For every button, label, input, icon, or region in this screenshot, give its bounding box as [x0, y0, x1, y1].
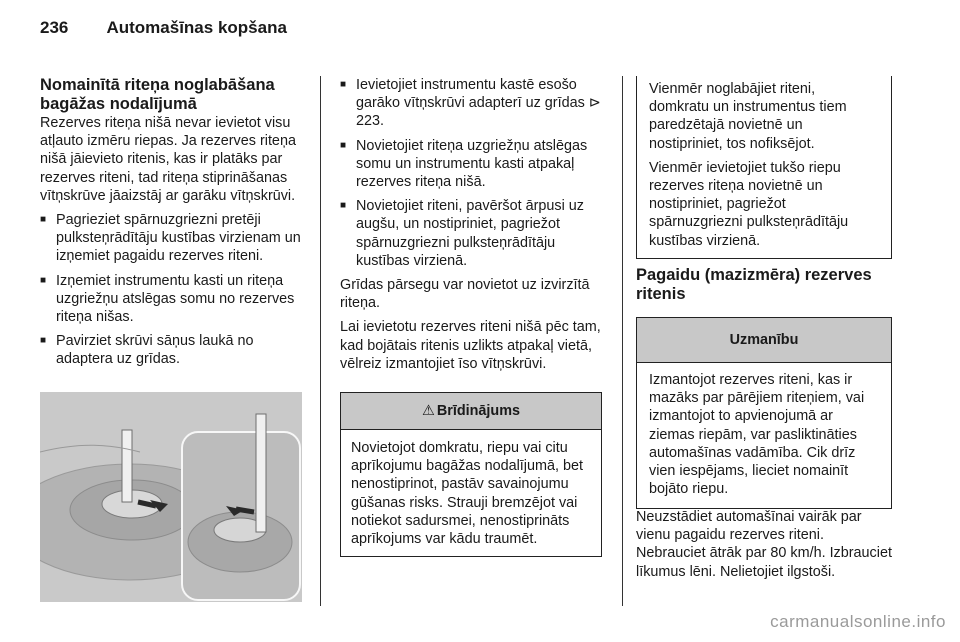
section-heading-line: Pagaidu (mazizmēra) rezerves	[636, 266, 872, 284]
caution-box	[636, 317, 892, 509]
section-heading-temporary-spare	[636, 266, 892, 304]
warning-box-header	[341, 393, 601, 430]
watermark: carmanualsonline.info	[770, 612, 946, 631]
notice-paragraph: Vienmēr ievietojiet tukšo riepu rezerves riteņa novietnē un nostipriniet, pagriežot spārnuzgriezni pulksteņrādītāju kustības virzienā.	[649, 159, 849, 249]
page-header	[40, 18, 287, 38]
list-item: ■ Pagrieziet spārnuzgriezni pretēji pulksteņrādītāju kustības virzienam un izņemiet pagaidu rezerves riteni.	[40, 211, 304, 266]
section-heading-line: ritenis	[636, 285, 686, 303]
closing-paragraph: Neuzstādiet automašīnai vairāk par vienu pagaidu rezerves riteni. Nebrauciet ātrāk par 80 km/h. Izbrauciet līkumus lēni. Nelietojiet ilgstoši.	[636, 509, 892, 580]
bullet-list	[40, 211, 304, 369]
column-divider	[320, 76, 321, 606]
warning-icon: ⚠	[421, 403, 435, 419]
paragraph: Lai ievietotu rezerves riteni nišā pēc tam, kad bojātais ritenis uzlikts atpakaļ vietā, vēlreiz izmantojiet īso vītņskrūvi.	[340, 319, 601, 372]
list-item: ■ Novietojiet riteņa uzgriežņu atslēgas somu un instrumentu kasti atpakaļ rezerves riteņa nišā.	[340, 137, 602, 192]
caution-box-header: Uzmanību	[637, 318, 891, 363]
illustration-drawing	[40, 392, 302, 602]
section-heading-line: bagāžas nodalījumā	[40, 95, 197, 113]
bullet-list	[340, 76, 602, 270]
column-2	[340, 76, 602, 379]
warning-box	[340, 392, 602, 557]
intro-paragraph: Rezerves riteņa nišā nevar ievietot visu atļauto izmēru riepas. Ja rezerves riteņa nišā jāievieto ritenis, kas ir platāks par rezerves riteni, tad riteņa stiprināšanas vītņskrūve jāaizstāj ar garāku vītņskrūvi.	[40, 115, 296, 204]
page-title: Automašīnas kopšana	[106, 18, 287, 37]
notice-box	[636, 76, 892, 259]
notice-paragraph: Vienmēr noglabājiet riteni, domkratu un instrumentus tiem paredzētajā novietnē un nostipriniet, tos nofiksējot.	[649, 81, 847, 152]
list-item: ■ Novietojiet riteni, pavēršot ārpusi uz augšu, un nostipriniet, pagriežot spārnuzgriezni pulksteņrādītāju kustības virzienā.	[340, 197, 602, 270]
list-item: ■ Izņemiet instrumentu kasti un riteņa uzgriežņu atslēgas somu no rezerves riteņa nišas.	[40, 272, 304, 327]
page-number: 236	[40, 18, 69, 37]
warning-title: Brīdinājums	[436, 403, 521, 419]
section-heading-line: Nomainītā riteņa noglabāšana	[40, 76, 275, 94]
column-divider	[622, 76, 623, 606]
illustration-spare-wheel-bolt	[40, 392, 302, 602]
caution-body: Izmantojot rezerves riteni, kas ir mazāks par pārējiem riteņiem, vai izmantojot to apvienojumā ar ziemas riepām, var pasliktināties automašīnas vadāmība. Cik drīz vien iespējams, lieciet nomainīt bojāto riepu.	[649, 372, 865, 498]
column-1	[40, 76, 304, 375]
section-heading-storage	[40, 76, 304, 114]
warning-body: Novietojot domkratu, riepu vai citu aprīkojumu bagāžas nodalījumā, bet nenostiprinot, pastāv savainojumu gūšanas risks. Strauji bremzējot vai notiekot sadursmei, nenostiprināts aprīkojums var kādu traumēt.	[351, 440, 583, 548]
list-item: ■ Ievietojiet instrumentu kastē esošo garāko vītņskrūvi adapterī uz grīdas ⊳ 223.	[340, 76, 602, 131]
paragraph: Grīdas pārsegu var novietot uz izvirzītā riteņa.	[340, 277, 590, 312]
section-temporary-spare	[636, 266, 892, 304]
list-item: ■ Pavirziet skrūvi sāņus laukā no adaptera uz grīdas.	[40, 332, 304, 368]
